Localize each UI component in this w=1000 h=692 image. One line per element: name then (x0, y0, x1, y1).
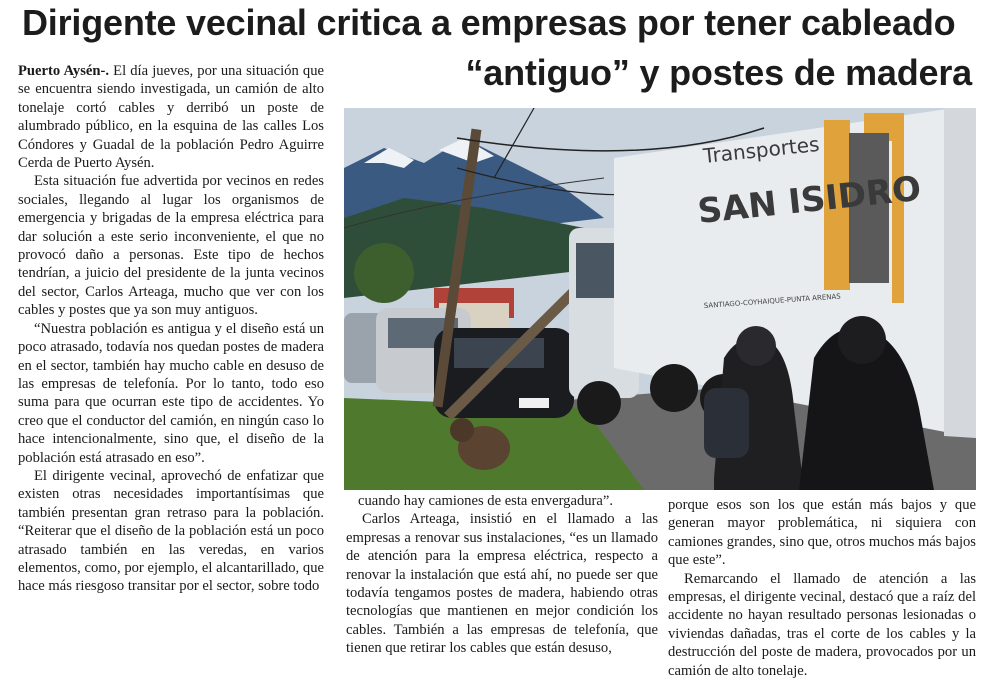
photo-truck-wheel (577, 381, 621, 425)
article-column-3 (668, 496, 976, 680)
article-paragraph: El dirigente vecinal, aprovechó de enfatizar que existen otras necesidades importantísimas que también presentan gran retraso para la población. “Reiterar que el diseño de la población está un poco atrasado también en las veredas, en varios elementos, como, por ejemplo, el alcantarillado, que hace más riesgoso transitar por el sector, sobre todo (18, 467, 324, 595)
headline-line-1: Dirigente vecinal critica a empresas por tener cableado (22, 2, 956, 43)
article-column-2 (346, 492, 658, 658)
article-paragraph: Esta situación fue advertida por vecinos en redes sociales, llegando al lugar los organismos de emergencia y brigadas de la empresa eléctrica para dar solución a este serio inconveniente, el que no provocó daño a personas. Este tipo de hechos tendrían, a juicio del presidente de la junta vecinos del sector, Carlos Arteaga, mucho que ver con los cables y postes que ya son muy antiguos. (18, 173, 324, 319)
article-paragraph: porque esos son los que están más bajos y que generan mayor problemática, ni siquiera con camiones grandes, sino que, otros muchos más bajos que este”. (668, 497, 976, 569)
photo-truck-brand-name: SAN ISIDRO (695, 168, 923, 232)
photo-truck-brand: Transportes (702, 131, 821, 168)
headline-line-2: “antiguo” y postes de madera (465, 52, 972, 93)
dateline: Puerto Aysén-. (18, 63, 110, 79)
photo-dog-head (450, 418, 474, 442)
photo-license-plate (519, 398, 549, 408)
photo-truck-logo (892, 138, 904, 303)
photo-trailer-door (944, 108, 976, 438)
article-column-1 (18, 62, 324, 596)
article-paragraph: “Nuestra población es antigua y el diseño está un poco atrasado, todavía nos quedan postes de madera en el sector, también hay mucho cable en desuso de las empresas de telefonía. Por lo tanto, todo eso suma para que ocurran este tipo de accidentes. Yo creo que el conductor del camión, en ningún caso lo hace intencionalmente, sino que, el diseño de la población está atrasado en eso”. (18, 320, 324, 466)
news-photo-illustration (344, 108, 976, 490)
news-photo (344, 108, 976, 490)
article-paragraph: Carlos Arteaga, insistió en el llamado a las empresas a renovar sus instalaciones, “es un llamado de atención para la empresa eléctrica, respecto a renovar la instalación que está ahí, no puede ser que todavía tengamos postes de madera, habiendo otras tecnologías que mantienen en mejor condición los cables. También a las empresas de telefonía, que tienen que retirar los cables que están desuso, (346, 511, 658, 657)
photo-truck-subtitle: SANTIAGO-COYHAIQUE-PUNTA ARENAS (703, 292, 841, 310)
photo-tree (354, 243, 414, 303)
photo-backpack (704, 388, 749, 458)
photo-person-head (736, 326, 776, 366)
photo-person-head (838, 316, 886, 364)
paragraph-text: El día jueves, por una situación que se encuentra siendo investigada, un camión de alto tonelaje cortó cables y derribó un poste de alumbrado público, en la esquina de las calles Los Cóndores y Guadal de la población Pedro Aguirre Cerda de Puerto Aysén. (18, 63, 324, 172)
article-paragraph: cuando hay camiones de esta envergadura”. (358, 493, 614, 509)
photo-truck-wheel (650, 364, 698, 412)
article-paragraph (18, 62, 324, 172)
article-paragraph: Remarcando el llamado de atención a las empresas, el dirigente vecinal, destacó que a raíz del accidente no hayan resultado personas lesionadas o viviendas dañadas, tras el corte de los cables y la destrucción del poste de madera, provocados por un camión de alto tonelaje. (668, 570, 976, 679)
